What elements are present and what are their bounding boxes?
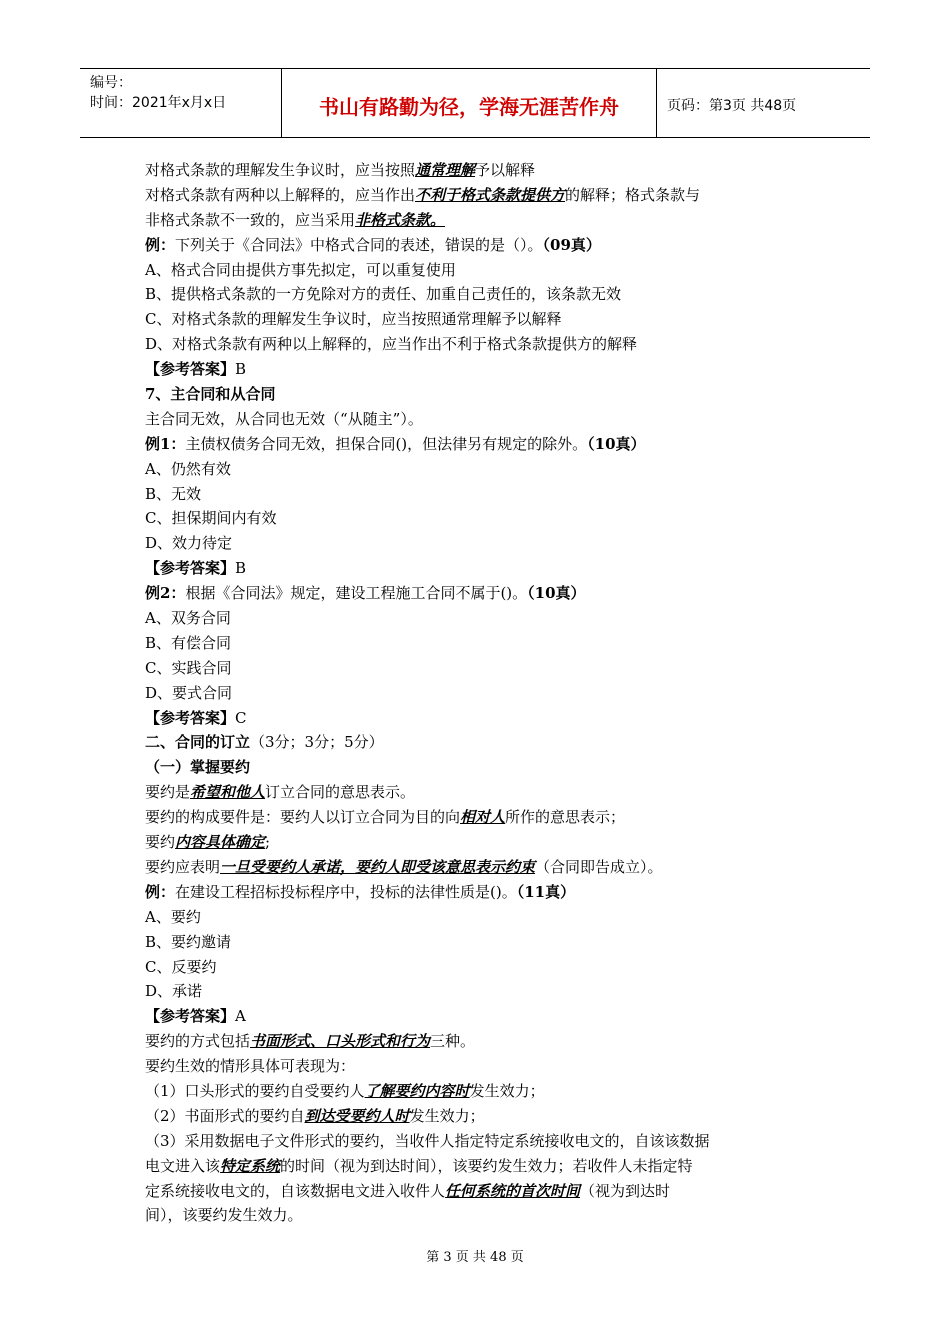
plain-text: B、提供格式条款的一方免除对方的责任、加重自己责任的，该条款无效 <box>145 285 622 304</box>
text-line <box>145 755 810 780</box>
plain-text: B、要约邀请 <box>145 932 232 951</box>
text-line <box>145 805 810 830</box>
plain-text: B、有偿合同 <box>145 633 232 652</box>
text-line <box>145 706 810 731</box>
plain-text: ; <box>265 833 271 852</box>
text-line <box>145 930 810 955</box>
text-line <box>145 482 810 507</box>
plain-text: D、对格式条款有两种以上解释的，应当作出不利于格式条款提供方的解释 <box>145 335 638 354</box>
header-motto: 书山有路勤为径，学海无涯苦作舟 <box>282 69 657 137</box>
plain-text: 所作的意思表示； <box>505 808 626 827</box>
plain-text: D、要式合同 <box>145 683 233 702</box>
emphasis-text: 特定系统 <box>220 1156 281 1175</box>
plain-text: （3分；3分；5分） <box>250 733 384 752</box>
text-line <box>145 208 810 233</box>
bold-text: 例2： <box>145 584 186 603</box>
text-line <box>145 1104 810 1129</box>
text-line <box>145 1154 810 1179</box>
plain-text: 发生效力； <box>469 1081 545 1100</box>
text-line <box>145 432 810 457</box>
plain-text: C <box>235 708 247 727</box>
plain-text: 发生效力； <box>409 1106 485 1125</box>
plain-text: （1）口头形式的要约自受要约人 <box>145 1081 365 1100</box>
plain-text: C、对格式条款的理解发生争议时，应当按照通常理解予以解释 <box>145 310 562 329</box>
plain-text: A、仍然有效 <box>145 459 231 478</box>
plain-text: 要约的方式包括 <box>145 1032 251 1051</box>
emphasis-text: 希望和他人 <box>190 783 266 802</box>
plain-text: C、反要约 <box>145 957 217 976</box>
bold-text: 【参考答案】 <box>145 1007 236 1026</box>
text-line <box>145 457 810 482</box>
plain-text: 三种。 <box>430 1032 476 1051</box>
text-line <box>145 1054 810 1079</box>
plain-text: （视为到达时 <box>580 1181 671 1200</box>
plain-text: D、效力待定 <box>145 534 233 553</box>
plain-text: A、要约 <box>145 907 201 926</box>
bold-text: （09真） <box>542 235 601 254</box>
emphasis-text: 了解要约内容时 <box>364 1081 470 1100</box>
plain-text: B <box>235 559 247 578</box>
text-line <box>145 233 810 258</box>
plain-text: 订立合同的意思表示。 <box>265 783 416 802</box>
text-line <box>145 855 810 880</box>
text-line <box>145 382 810 407</box>
bold-text: 【参考答案】 <box>145 559 236 578</box>
bold-text: （一）掌握要约 <box>145 758 251 777</box>
plain-text: 对格式条款的理解发生争议时，应当按照 <box>145 161 416 179</box>
bold-text: （10真） <box>527 584 586 603</box>
bold-text: 【参考答案】 <box>145 708 236 727</box>
plain-text: 对格式条款有两种以上解释的，应当作出 <box>145 185 416 204</box>
text-line <box>145 681 810 706</box>
text-line <box>145 407 810 432</box>
text-line <box>145 905 810 930</box>
header-time-label: 时间：2021年x月x日 <box>90 95 227 111</box>
bold-text: 例1： <box>145 434 186 453</box>
plain-text: 根据《合同法》规定，建设工程施工合同不属于()。 <box>185 584 528 603</box>
text-line <box>145 1179 810 1204</box>
plain-text: 的解释；格式条款与 <box>565 185 701 204</box>
text-line <box>145 631 810 656</box>
plain-text: C、实践合同 <box>145 658 232 677</box>
plain-text: B <box>235 360 247 379</box>
text-line <box>145 1079 810 1104</box>
bold-text: 7、主合同和从合同 <box>145 385 276 404</box>
text-line <box>145 183 810 208</box>
plain-text: 的时间（视为到达时间），该要约发生效力；若收件人未指定特 <box>280 1156 693 1175</box>
plain-text: 非格式条款不一致的，应当采用 <box>145 210 356 229</box>
header-number-label: 编号： <box>90 75 132 91</box>
plain-text: 电文进入该 <box>145 1156 221 1175</box>
text-line <box>145 556 810 581</box>
text-line <box>145 1129 810 1154</box>
text-line <box>145 1203 810 1228</box>
text-line <box>145 332 810 357</box>
plain-text: 定系统接收电文的，自该数据电文进入收件人 <box>145 1181 446 1200</box>
text-line <box>145 258 810 283</box>
page-header <box>80 68 870 138</box>
bold-text: 二、合同的订立 <box>145 733 251 752</box>
plain-text: 要约是 <box>145 783 191 802</box>
document-body <box>145 158 810 1228</box>
text-line <box>145 581 810 606</box>
emphasis-text: 内容具体确定 <box>175 833 266 852</box>
bold-text: （10真） <box>587 434 646 453</box>
text-line <box>145 730 810 755</box>
header-meta <box>80 69 282 137</box>
plain-text: A <box>235 1007 246 1026</box>
plain-text: 间），该要约发生效力。 <box>145 1206 303 1225</box>
plain-text: 要约生效的情形具体可表现为： <box>145 1057 356 1076</box>
emphasis-text: 书面形式、口头形式和行为 <box>250 1032 431 1051</box>
text-line <box>145 880 810 905</box>
text-line <box>145 1004 810 1029</box>
plain-text: （3）采用数据电子文件形式的要约，当收件人指定特定系统接收电文的，自该该数据 <box>145 1131 710 1150</box>
emphasis-text: 不利于格式条款提供方 <box>415 185 566 204</box>
plain-text: （合同即告成立）。 <box>535 857 663 876</box>
emphasis-text: 到达受要约人时 <box>304 1106 410 1125</box>
plain-text: 主合同无效，从合同也无效（“从随主”）。 <box>145 409 423 428</box>
text-line <box>145 830 810 855</box>
emphasis-text: 一旦受要约人承诺，要约人即受该意思表示约束 <box>220 857 536 876</box>
text-line <box>145 506 810 531</box>
plain-text: 予以解释 <box>475 161 536 179</box>
text-line <box>145 307 810 332</box>
plain-text: A、格式合同由提供方事先拟定，可以重复使用 <box>145 260 456 279</box>
plain-text: 要约应表明 <box>145 857 221 876</box>
plain-text: 下列关于《合同法》中格式合同的表述，错误的是（）。 <box>175 235 543 254</box>
bold-text: 例： <box>145 235 176 254</box>
bold-text: 例： <box>145 882 176 901</box>
plain-text: C、担保期间内有效 <box>145 509 277 528</box>
text-line <box>145 979 810 1004</box>
text-line <box>145 606 810 631</box>
text-line <box>145 1029 810 1054</box>
plain-text: 要约的构成要件是：要约人以订立合同为目的向 <box>145 808 461 827</box>
text-line <box>145 158 810 183</box>
plain-text: 在建设工程招标投标程序中，投标的法律性质是()。 <box>175 882 517 901</box>
text-line <box>145 656 810 681</box>
page-footer: 第 3 页 共 48 页 <box>426 1250 524 1265</box>
emphasis-text: 相对人 <box>460 808 506 827</box>
plain-text: （2）书面形式的要约自 <box>145 1106 305 1125</box>
plain-text: B、无效 <box>145 484 202 503</box>
header-page-info: 页码：第3页 共48页 <box>667 98 797 114</box>
emphasis-text: 通常理解 <box>415 161 476 179</box>
emphasis-text: 非格式条款。 <box>355 210 446 229</box>
bold-text: 【参考答案】 <box>145 360 236 379</box>
bold-text: （11真） <box>516 882 576 901</box>
text-line <box>145 780 810 805</box>
plain-text: A、双务合同 <box>145 609 231 628</box>
plain-text: 要约 <box>145 833 176 852</box>
text-line <box>145 282 810 307</box>
text-line <box>145 357 810 382</box>
emphasis-text: 任何系统的首次时间 <box>445 1181 581 1200</box>
text-line <box>145 531 810 556</box>
plain-text: 主债权债务合同无效，担保合同()，但法律另有规定的除外。 <box>185 434 588 453</box>
plain-text: D、承诺 <box>145 982 203 1001</box>
text-line <box>145 955 810 980</box>
